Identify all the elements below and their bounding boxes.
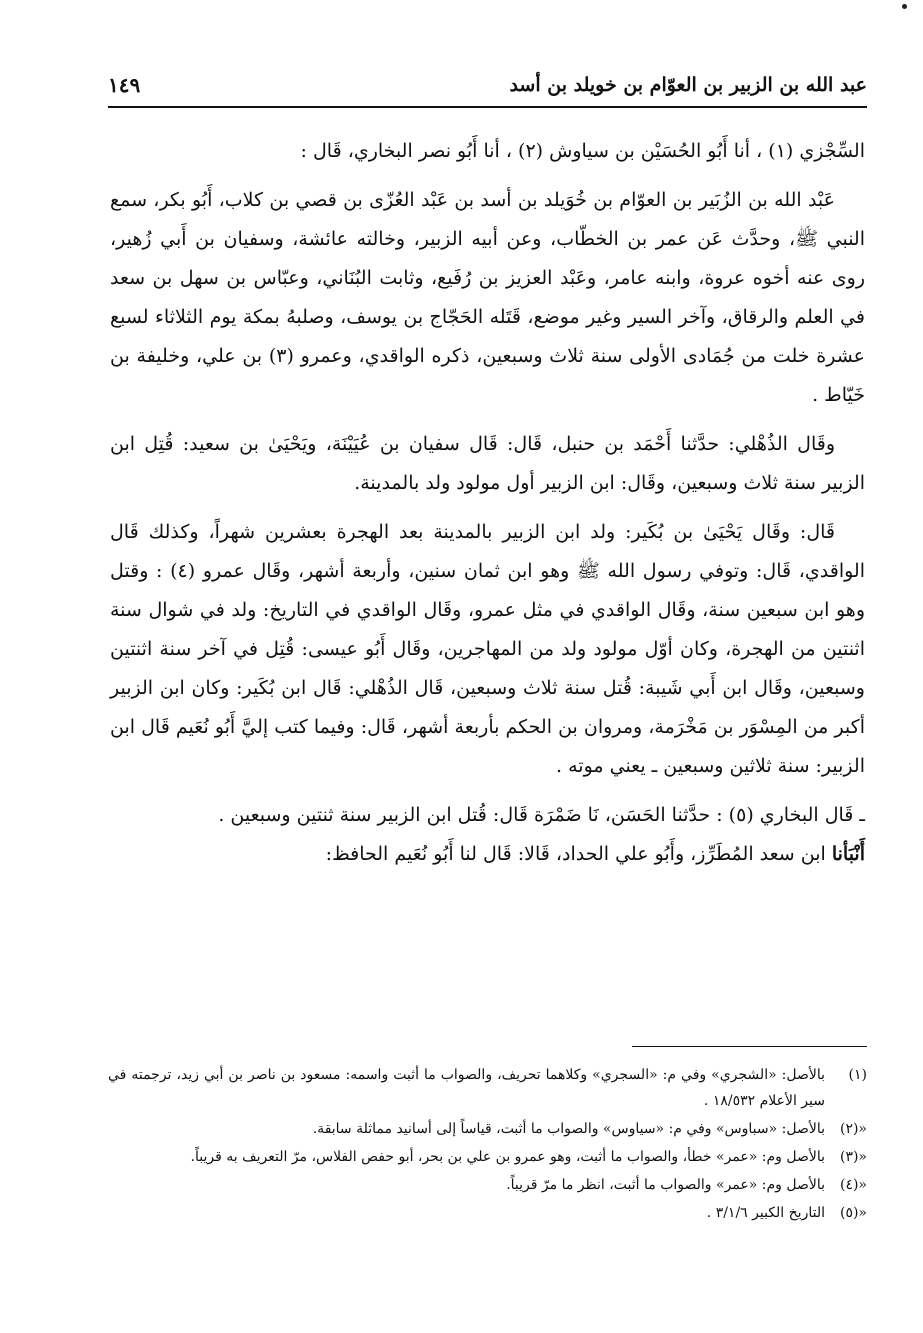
footnote-mark: «(٤) xyxy=(839,1177,867,1193)
paragraph-dhuhli: وقَال الذُهْلي: حدَّثنا أَحْمَد بن حنبل، قَال: قَال سفيان بن عُيَيْنَة، ويَحْيَىٰ بن سعيد: قُتِل ابن الزبير سنة ثلاث وسبعين، وقَال: ابن الزبير أول مولود ولد بالمدينة. xyxy=(110,433,865,494)
page-number: ١٤٩ xyxy=(108,73,141,97)
paragraph-birth-death: قَال: وقَال يَحْيَىٰ بن بُكَير: ولد ابن الزبير بالمدينة بعد الهجرة بعشرين شهراً، وكذلك قَال الواقدي، قَال: وتوفي رسول الله ﷺ وهو ابن ثمان سنين، وأربعة أشهر، وقَال عمرو (٤) : وقتل وهو ابن سبعين سنة، وقَال الواقدي في مثل عمرو، وقَال الواقدي في التاريخ: ولد في شوال سنة اثنتين من الهجرة، وكان أوّل مولود ولد من المهاجرين، وقَال أَبُو عيسى: قُتِل في آخر سنة اثنتين وسبعين، وقَال ابن أَبي شَيبة: قُتل سنة ثلاث وسبعين، قَال الذُهْلي: قَال ابن بُكَير: وكان ابن الزبير أكبر من المِسْوَر بن مَخْرَمة، ومروان بن الحكم بأربعة أشهر، قَال: وفيما كتب إليَّ أَبُو نُعَيم قَال ابن الزبير: سنة ثلاثين وسبعين ـ يعني موته . xyxy=(110,521,865,777)
footnote-text: بالأصل: «سباوس» وفي م: «سياوس» والصواب ما أثبت، قياساً إلى أسانيد مماثلة سابقة. xyxy=(312,1121,825,1137)
footnote-rule xyxy=(632,1046,867,1047)
anbana-rest: ابن سعد المُطَرِّز، وأَبُو علي الحداد، قَالا: قَال لنا أَبُو نُعَيم الحافظ: xyxy=(325,843,826,865)
running-title: عبد الله بن الزبير بن العوّام بن خويلد بن أسد xyxy=(509,74,867,96)
running-header xyxy=(108,66,867,104)
footnote-4 xyxy=(108,1172,867,1198)
footnote-text: التاريخ الكبير ٣/١/٦ . xyxy=(706,1205,825,1221)
footnote-mark: «(٣) xyxy=(839,1149,867,1165)
footnote-5 xyxy=(108,1200,867,1226)
footnote-text: بالأصل وم: «عمر» والصواب ما أثبت، انظر ما مرّ قريباً. xyxy=(506,1177,825,1193)
footnote-3 xyxy=(108,1144,867,1170)
footnotes xyxy=(108,1062,867,1228)
footnote-mark: «(٥) xyxy=(839,1205,867,1221)
paragraph-biography: عَبْد الله بن الزُبَير بن العوّام بن خُوَيلد بن أسد بن عَبْد العُزّى بن قصي بن كلاب، أَبُو بكر، سمع النبي ﷺ، وحدَّث عَن عمر بن الخطّاب، وعن أبيه الزبير، وخالته عائشة، وسفيان بن أَبي زُهير، روى عنه أخوه عروة، وابنه عامر، وعَبْد العزيز بن رُفَيع، وثابت البُنَاني، وعبّاس بن سهل بن سعد في العلم والرقاق، وآخر السير وغير موضع، قَتَله الحَجّاج بن يوسف، وصلبهُ بمكة يوم الثلاثاء لسبع عشرة خلت من جُمَادى الأولى سنة ثلاث وسبعين، ذكره الواقدي، وعمرو (٣) بن علي، وخليفة بن خَيّاط . xyxy=(110,189,865,406)
footnote-mark: (١) xyxy=(848,1067,867,1083)
paragraph-isnad: السِّجْزي (١) ، أنا أَبُو الحُسَيْن بن سياوش (٢) ، أنا أَبُو نصر البخاري، قَال : xyxy=(300,140,865,162)
main-text xyxy=(110,132,865,874)
footnote-1 xyxy=(108,1062,867,1114)
footnote-2 xyxy=(108,1116,867,1142)
corner-mark xyxy=(902,4,907,9)
footnote-mark: «(٢) xyxy=(839,1121,867,1137)
paragraph-bukhari: ـ قَال البخاري (٥) : حدَّثنا الحَسَن، نَا ضَمْرَة قَال: قُتل ابن الزبير سنة ثنتين وسبعين . xyxy=(218,804,865,826)
header-rule xyxy=(108,106,867,108)
anbana-lead: أَنْبَأنا xyxy=(831,843,865,865)
paragraph-anbana xyxy=(110,835,865,874)
footnote-text: بالأصل: «الشجري» وفي م: «السجري» وكلاهما تحريف، والصواب ما أثبت واسمه: مسعود بن ناصر بن أبي زيد، ترجمته في سير الأعلام ١٨/٥٣٢ . xyxy=(108,1067,825,1109)
footnote-text: بالأصل وم: «عمر» خطأ، والصواب ما أثبت، وهو عمرو بن علي بن بحر، أبو حفص الفلاس، مرّ التعريف به قريباً. xyxy=(190,1149,825,1165)
